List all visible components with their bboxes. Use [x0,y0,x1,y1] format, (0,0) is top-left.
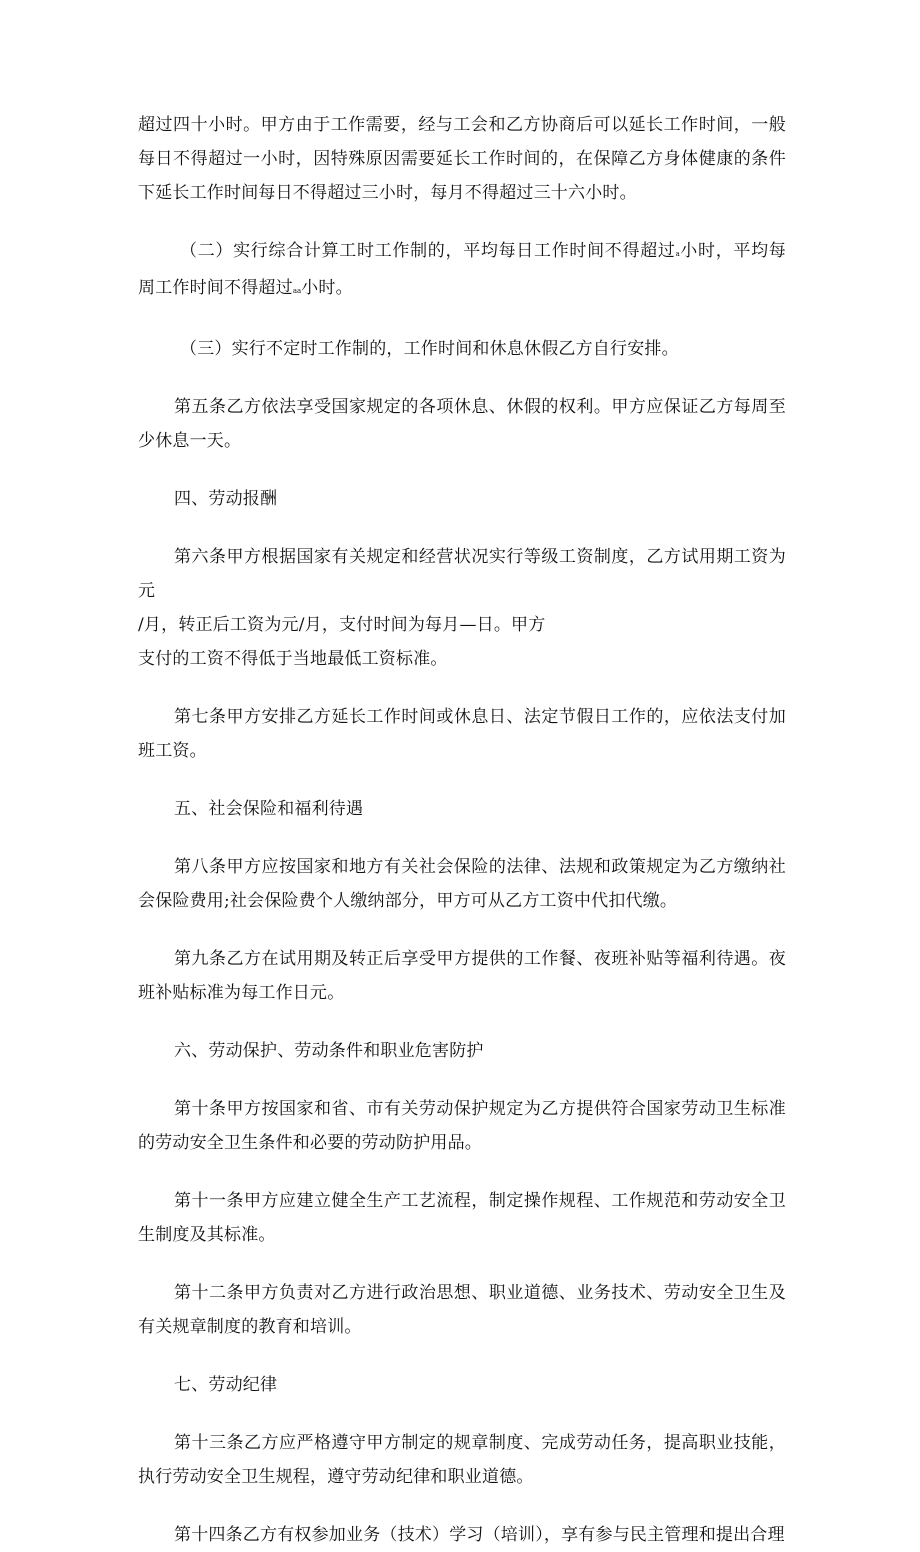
heading-section-7: 七、劳动纪律 [174,1375,278,1395]
paragraph-article-5: 第五条乙方依法享受国家规定的各项休息、休假的权利。甲方应保证乙方每周至少休息一天。 [138,397,786,451]
article-6-line-2: /月，转正后工资为元/月，支付时间为每月—日。甲方 [138,615,546,635]
heading-section-5: 五、社会保险和福利待遇 [174,799,364,819]
paragraph-article-13: 第十三条乙方应严格遵守甲方制定的规章制度、完成劳动任务，提高职业技能，执行劳动安全卫生规程，遵守劳动纪律和职业道德。 [138,1433,786,1487]
paragraph-article-10: 第十条甲方按国家和省、市有关劳动保护规定为乙方提供符合国家劳动卫生标准的劳动安全卫生条件和必要的劳动防护用品。 [138,1099,786,1153]
paragraph-article-9: 第九条乙方在试用期及转正后享受甲方提供的工作餐、夜班补贴等福利待遇。夜班补贴标准为每工作日元。 [138,949,786,1003]
comprehensive-hours-text-b: 小时，平均每周工作时间不得超过 [138,241,786,298]
paragraph-comprehensive-hours [138,234,786,308]
paragraph-article-7: 第七条甲方安排乙方延长工作时间或休息日、法定节假日工作的，应依法支付加班工资。 [138,707,786,761]
article-6-line-1: 第六条甲方根据国家有关规定和经营状况实行等级工资制度，乙方试用期工资为元 [138,547,786,601]
blank-mark-daily: a [675,250,680,258]
paragraph-article-11: 第十一条甲方应建立健全生产工艺流程，制定操作规程、工作规范和劳动安全卫生制度及其标准。 [138,1191,786,1245]
comprehensive-hours-text-c: 小时。 [301,278,353,298]
paragraph-article-6 [138,540,786,676]
paragraph-flexible-hours: （三）实行不定时工作制的，工作时间和休息休假乙方自行安排。 [180,339,679,359]
article-6-line-3: 支付的工资不得低于当地最低工资标准。 [138,649,448,669]
heading-section-6: 六、劳动保护、劳动条件和职业危害防护 [174,1041,484,1061]
blank-mark-weekly: aa [292,287,302,295]
paragraph-work-hours-standard: 超过四十小时。甲方由于工作需要，经与工会和乙方协商后可以延长工作时间，一般每日不得超过一小时，因特殊原因需要延长工作时间的，在保障乙方身体健康的条件下延长工作时间每日不得超过三小时，每月不得超过三十六小时。 [138,115,786,203]
paragraph-article-12: 第十二条甲方负责对乙方进行政治思想、职业道德、业务技术、劳动安全卫生及有关规章制度的教育和培训。 [138,1283,786,1337]
heading-section-4: 四、劳动报酬 [174,489,278,509]
paragraph-article-14: 第十四条乙方有权参加业务（技术）学习（培训），享有参与民主管理和提出合理 [174,1525,785,1545]
comprehensive-hours-text-a: （二）实行综合计算工时工作制的，平均每日工作时间不得超过 [180,241,676,261]
document-page [138,108,786,1552]
paragraph-article-8: 第八条甲方应按国家和地方有关社会保险的法律、法规和政策规定为乙方缴纳社会保险费用;社会保险费个人缴纳部分，甲方可从乙方工资中代扣代缴。 [138,857,786,911]
